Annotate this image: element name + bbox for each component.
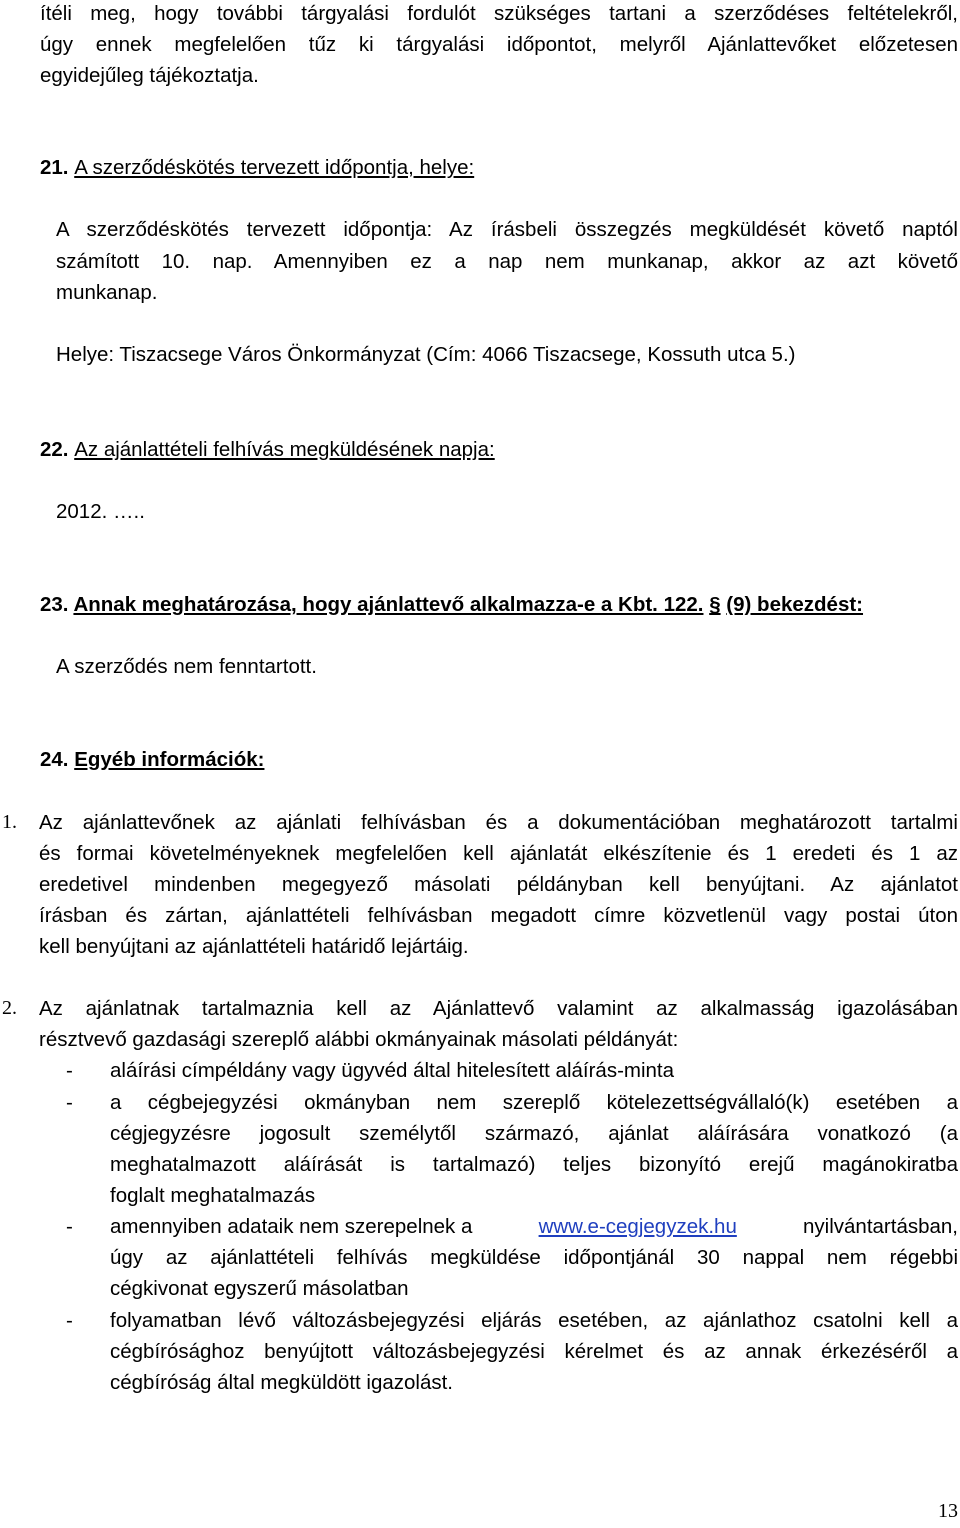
intro-line: egyidejűleg tájékoztatja. [40,64,259,87]
cegjegyzek-link[interactable]: www.e-cegjegyzek.hu [538,1215,737,1238]
bullet-text: cégbíróság által megküldött igazolást. [110,1371,454,1394]
item2-line: Az ajánlatnak tartalmaznia kell az Ajánlattevő valamint az alkalmasság igazolásában [39,997,958,1020]
bullet-text: cégbírósághoz benyújtott változásbejegyzési kérelmet és az annak érkezéséről a [110,1340,958,1363]
item1-line: eredetivel mindenben megegyező másolati példányban kell benyújtani. Az ajánlatot [39,873,958,896]
bullet-text [110,1211,958,1242]
item1-line: és formai követelményeknek megfelelően kell ajánlatát elkészítenie és 1 eredeti és 1 az [39,842,958,865]
item1-line: kell benyújtani az ajánlattételi határidő lejártáig. [39,935,469,958]
section-title: A szerződéskötés tervezett időpontja, helye: [74,156,475,179]
bullet-dash: - [66,1309,73,1332]
s21-text-line: számított 10. nap. Amennyiben ez a nap nem munkanap, akkor az azt követő [56,250,958,273]
section-number: 21. [40,156,69,179]
item1-line: Az ajánlattevőnek az ajánlati felhívásban és a dokumentációban meghatározott tartalmi [39,811,958,834]
intro-line: úgy ennek megfelelően tűz ki tárgyalási időpontot, melyről Ajánlattevőket előzetesen [40,33,958,56]
section-title: Egyéb információk: [74,748,265,771]
section-title-cont: (9) bekezdést: [726,593,864,616]
s23-value: A szerződés nem fenntartott. [56,655,317,678]
s21-place: Helye: Tiszacsege Város Önkormányzat (Cím: 4066 Tiszacsege, Kossuth utca 5.) [56,343,796,366]
item2-line: résztvevő gazdasági szereplő alábbi okmányainak másolati példányát: [39,1028,679,1051]
section-24-heading [40,744,264,775]
item-number: 2. [2,997,17,1019]
s21-text-line: munkanap. [56,281,158,304]
intro-line: ítéli meg, hogy további tárgyalási fordulót szükséges tartani a szerződéses feltételekről, [40,2,958,25]
section-21-heading [40,152,474,183]
section-22-heading [40,434,495,465]
s21-text-line: A szerződéskötés tervezett időpontja: Az írásbeli összegzés megküldését követő naptól [56,218,958,241]
section-sign: § [709,593,721,616]
bullet-dash: - [66,1059,73,1082]
section-23-heading [40,589,863,620]
bullet-text: úgy az ajánlattételi felhívás megküldése időpontjánál 30 nappal nem régebbi [110,1246,958,1269]
bullet-text-post: nyilvántartásban, [803,1215,958,1238]
bullet-text: meghatalmazott aláírását is tartalmazó) teljes bizonyító erejű magánokiratba [110,1153,958,1176]
bullet-text: foglalt meghatalmazás [110,1184,316,1207]
bullet-text: cégjegyzésre jogosult személytől származó, ajánlat aláírására vonatkozó (a [110,1122,958,1145]
section-title: Annak meghatározása, hogy ajánlattevő alkalmazza-e a Kbt. 122. [73,593,704,616]
s22-value: 2012. ….. [56,500,145,523]
bullet-dash: - [66,1215,73,1238]
section-number: 23. [40,593,69,616]
bullet-text-pre: amennyiben adataik nem szerepelnek a [110,1215,473,1238]
bullet-text: aláírási címpéldány vagy ügyvéd által hitelesített aláírás-minta [110,1059,675,1082]
item-number: 1. [2,811,17,833]
bullet-text: folyamatban lévő változásbejegyzési eljárás esetében, az ajánlathoz csatolni kell a [110,1309,958,1332]
section-number: 24. [40,748,69,771]
bullet-text: cégkivonat egyszerű másolatban [110,1277,409,1300]
bullet-dash: - [66,1091,73,1114]
item1-line: írásban és zártan, ajánlattételi felhívásban megadott címre közvetlenül vagy postai úton [39,904,958,927]
bullet-text: a cégbejegyzési okmányban nem szereplő kötelezettségvállaló(k) esetében a [110,1091,958,1114]
section-title: Az ajánlattételi felhívás megküldésének napja: [74,438,495,461]
section-number: 22. [40,438,69,461]
page-number: 13 [938,1500,958,1522]
